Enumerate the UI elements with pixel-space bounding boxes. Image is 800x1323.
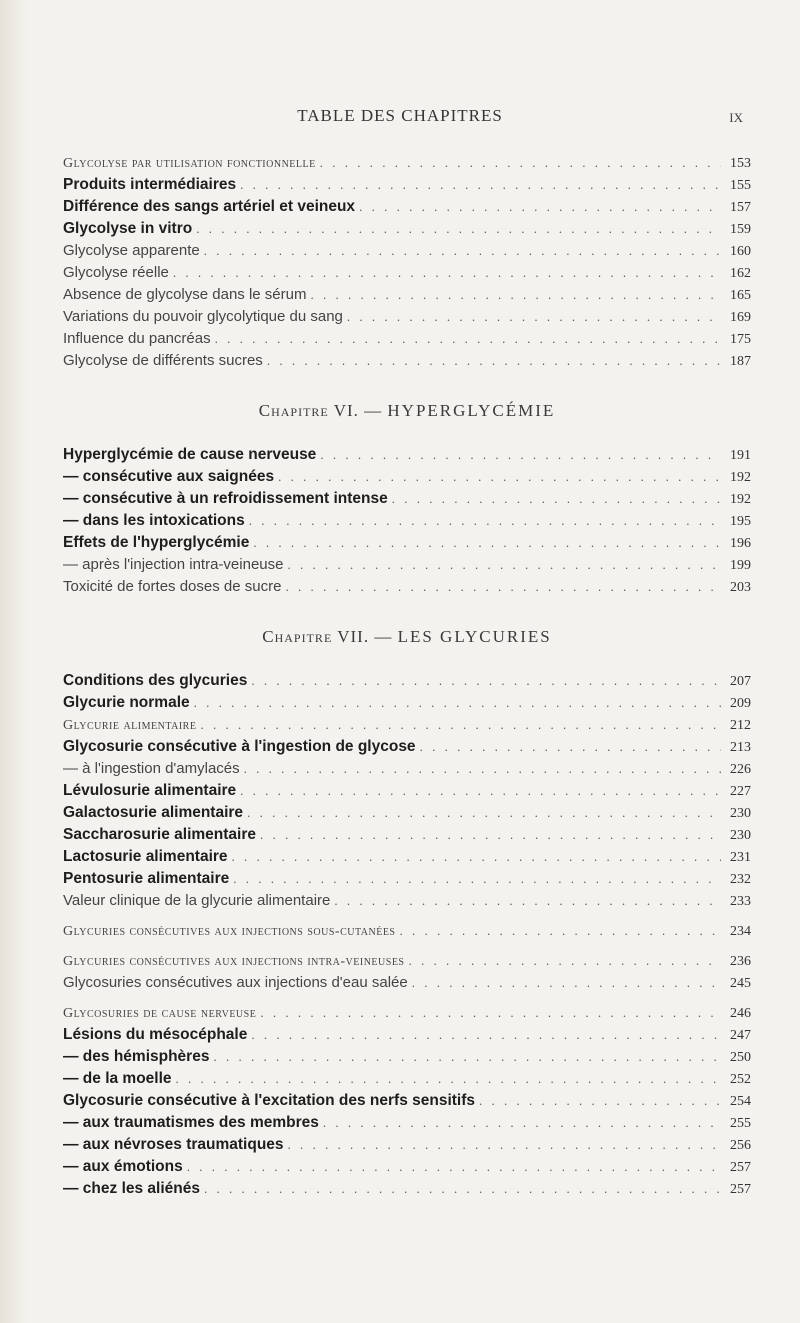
spacer [63, 994, 751, 1002]
leader-dots [278, 466, 721, 488]
toc-entry-label: Lésions du mésocéphale [63, 1026, 248, 1043]
leader-dots [249, 510, 721, 532]
toc-entry-page: 245 [730, 976, 751, 991]
leader-dots [253, 532, 721, 554]
toc-entry-page: 230 [730, 806, 751, 821]
toc-entry[interactable] [63, 758, 751, 780]
leader-dots [260, 1002, 721, 1024]
toc-entry-page: 165 [730, 288, 751, 303]
toc-entry[interactable] [63, 780, 751, 802]
chapter-heading-7 [63, 620, 751, 654]
toc-entry-page: 203 [730, 580, 751, 595]
leader-dots [215, 328, 721, 350]
toc-entry-page: 236 [730, 954, 751, 969]
toc-entry-page: 192 [730, 470, 751, 485]
toc-entry-page: 252 [730, 1072, 751, 1087]
toc-entry[interactable] [63, 868, 751, 890]
toc-entry-page: 160 [730, 244, 751, 259]
toc-entry-page: 213 [730, 740, 751, 755]
toc-entry[interactable] [63, 218, 751, 240]
toc-entry[interactable] [63, 488, 751, 510]
toc-entry-page: 175 [730, 332, 751, 347]
toc-entry-page: 257 [730, 1182, 751, 1197]
toc-entry-page: 250 [730, 1050, 751, 1065]
toc-entry-page: 247 [730, 1028, 751, 1043]
spacer [63, 912, 751, 920]
toc-entry-label: Glycurie alimentaire [63, 718, 197, 733]
leader-dots [479, 1090, 721, 1112]
toc-entry-page: 187 [730, 354, 751, 369]
toc-entry[interactable] [63, 972, 751, 994]
toc-entry-label: Glycuries consécutives aux injections sous-cutanées [63, 924, 396, 939]
page-number: IX [729, 110, 743, 125]
toc-entry[interactable] [63, 692, 751, 714]
toc-entry[interactable] [63, 824, 751, 846]
toc-entry-label: Glycolyse apparente [63, 242, 200, 259]
toc-entry-page: 254 [730, 1094, 751, 1109]
chapter-title: LES GLYCURIES [397, 627, 552, 646]
toc-entry-label: Glycolyse réelle [63, 264, 169, 281]
toc-entry[interactable] [63, 350, 751, 372]
toc-entry-page: 192 [730, 492, 751, 507]
chapter-prefix: Chapitre VII. — [262, 627, 393, 646]
chapter-title: HYPERGLYCÉMIE [387, 401, 556, 420]
toc-entry-page: 255 [730, 1116, 751, 1131]
toc-entry-page: 227 [730, 784, 751, 799]
running-title: TABLE DES CHAPITRES [297, 106, 503, 125]
toc-entry-label: Influence du pancréas [63, 330, 211, 347]
toc-entry[interactable] [63, 306, 751, 328]
toc-entry[interactable] [63, 1134, 751, 1156]
leader-dots [233, 868, 721, 890]
toc-entry-page: 162 [730, 266, 751, 281]
toc-entry[interactable] [63, 532, 751, 554]
toc-entry-label: — après l'injection intra-veineuse [63, 556, 284, 573]
leader-dots [310, 284, 721, 306]
leader-dots [204, 240, 721, 262]
leader-dots [412, 972, 721, 994]
toc-entry-label: — dans les intoxications [63, 512, 245, 529]
toc-entry-label: — aux émotions [63, 1158, 183, 1175]
toc-entry-page: 191 [730, 448, 751, 463]
toc-entry[interactable] [63, 1090, 751, 1112]
toc-entry-page: 169 [730, 310, 751, 325]
toc-entry-label: — consécutive aux saignées [63, 468, 275, 485]
toc-entry-label: Conditions des glycuries [63, 672, 248, 689]
toc-entry[interactable] [63, 262, 751, 284]
leader-dots [251, 1024, 721, 1046]
toc-entry[interactable] [63, 196, 751, 218]
leader-dots [232, 846, 721, 868]
toc-entry-page: 157 [730, 200, 751, 215]
leader-dots [173, 262, 721, 284]
toc-entry-label: — des hémisphères [63, 1048, 210, 1065]
toc-entry[interactable] [63, 802, 751, 824]
toc-entry[interactable] [63, 576, 751, 598]
toc-entry-page: 212 [730, 718, 751, 733]
toc-entry-page: 153 [730, 156, 751, 171]
toc-entry[interactable] [63, 714, 751, 736]
toc-entry-label: Différence des sangs artériel et veineux [63, 198, 356, 215]
toc-entry-label: Glycuries consécutives aux injections intra-veineuses [63, 954, 405, 969]
toc-entry[interactable] [63, 240, 751, 262]
toc-entry[interactable] [63, 1068, 751, 1090]
leader-dots [194, 692, 721, 714]
toc-entry[interactable] [63, 846, 751, 868]
toc-entry[interactable] [63, 444, 751, 466]
toc-entry[interactable] [63, 466, 751, 488]
leader-dots [320, 152, 721, 174]
chapter-heading-6 [63, 394, 751, 428]
toc-entry[interactable] [63, 1156, 751, 1178]
toc-entry[interactable] [63, 554, 751, 576]
toc-entry-label: Hyperglycémie de cause nerveuse [63, 446, 317, 463]
toc-entry-label: Glycolyse in vitro [63, 220, 193, 237]
toc-entry[interactable] [63, 1112, 751, 1134]
toc-entry-page: 226 [730, 762, 751, 777]
leader-dots [392, 488, 721, 510]
leader-dots [288, 1134, 721, 1156]
toc-entry-page: 256 [730, 1138, 751, 1153]
leader-dots [247, 802, 721, 824]
toc-entry-page: 199 [730, 558, 751, 573]
page-header [0, 106, 800, 136]
table-of-contents [63, 152, 751, 1200]
leader-dots [196, 218, 721, 240]
leader-dots [204, 1178, 721, 1200]
leader-dots [240, 174, 721, 196]
leader-dots [187, 1156, 721, 1178]
chapter-prefix: Chapitre VI. — [258, 401, 383, 420]
toc-entry-label: — aux traumatismes des membres [63, 1114, 319, 1131]
toc-entry-label: Glycosuries consécutives aux injections d'eau salée [63, 974, 408, 991]
leader-dots [285, 576, 721, 598]
toc-entry[interactable] [63, 1046, 751, 1068]
toc-entry-label: — aux névroses traumatiques [63, 1136, 284, 1153]
leader-dots [251, 670, 721, 692]
toc-entry-page: 155 [730, 178, 751, 193]
spacer [63, 942, 751, 950]
toc-entry-page: 209 [730, 696, 751, 711]
toc-entry[interactable] [63, 1178, 751, 1200]
page-binding-edge [0, 0, 28, 1323]
leader-dots [260, 824, 721, 846]
leader-dots [320, 444, 721, 466]
toc-entry-page: 257 [730, 1160, 751, 1175]
toc-entry[interactable] [63, 328, 751, 350]
toc-entry-label: Valeur clinique de la glycurie alimentaire [63, 892, 331, 909]
leader-dots [213, 1046, 721, 1068]
toc-entry-label: Toxicité de fortes doses de sucre [63, 578, 282, 595]
leader-dots [347, 306, 721, 328]
toc-entry-label: Glycosurie consécutive à l'excitation des nerfs sensitifs [63, 1092, 476, 1109]
leader-dots [200, 714, 721, 736]
toc-entry-page: 233 [730, 894, 751, 909]
toc-entry-label: Glycolyse de différents sucres [63, 352, 263, 369]
toc-entry-label: Saccharosurie alimentaire [63, 826, 256, 843]
toc-entry-page: 246 [730, 1006, 751, 1021]
toc-entry-page: 231 [730, 850, 751, 865]
toc-entry-label: — chez les aliénés [63, 1180, 200, 1197]
leader-dots [323, 1112, 721, 1134]
leader-dots [420, 736, 721, 758]
toc-entry-label: Produits intermédiaires [63, 176, 237, 193]
leader-dots [400, 920, 722, 942]
toc-entry[interactable] [63, 1024, 751, 1046]
toc-entry[interactable] [63, 510, 751, 532]
toc-entry-page: 207 [730, 674, 751, 689]
toc-entry-label: Effets de l'hyperglycémie [63, 534, 250, 551]
toc-entry-label: Galactosurie alimentaire [63, 804, 244, 821]
toc-entry-label: Glycosurie consécutive à l'ingestion de glycose [63, 738, 416, 755]
toc-entry-label: Lévulosurie alimentaire [63, 782, 237, 799]
leader-dots [409, 950, 722, 972]
toc-entry-label: — de la moelle [63, 1070, 172, 1087]
leader-dots [334, 890, 721, 912]
toc-entry-label: Variations du pouvoir glycolytique du sang [63, 308, 343, 325]
toc-entry[interactable] [63, 950, 751, 972]
toc-entry[interactable] [63, 174, 751, 196]
toc-entry[interactable] [63, 284, 751, 306]
toc-entry[interactable] [63, 670, 751, 692]
toc-entry-page: 234 [730, 924, 751, 939]
leader-dots [267, 350, 721, 372]
toc-entry-label: Absence de glycolyse dans le sérum [63, 286, 307, 303]
leader-dots [240, 780, 721, 802]
toc-entry-page: 196 [730, 536, 751, 551]
toc-entry[interactable] [63, 152, 751, 174]
toc-entry-label: — à l'ingestion d'amylacés [63, 760, 240, 777]
leader-dots [359, 196, 721, 218]
toc-entry-label: Pentosurie alimentaire [63, 870, 230, 887]
toc-entry-label: — consécutive à un refroidissement intense [63, 490, 388, 507]
leader-dots [287, 554, 721, 576]
leader-dots [176, 1068, 721, 1090]
toc-entry-page: 195 [730, 514, 751, 529]
toc-entry-page: 232 [730, 872, 751, 887]
toc-entry-page: 159 [730, 222, 751, 237]
toc-entry-label: Lactosurie alimentaire [63, 848, 228, 865]
toc-entry[interactable] [63, 920, 751, 942]
toc-entry-label: Glycolyse par utilisation fonctionnelle [63, 156, 316, 171]
toc-entry-page: 230 [730, 828, 751, 843]
toc-entry[interactable] [63, 1002, 751, 1024]
toc-entry-label: Glycurie normale [63, 694, 190, 711]
toc-entry-label: Glycosuries de cause nerveuse [63, 1006, 257, 1021]
toc-entry[interactable] [63, 736, 751, 758]
leader-dots [244, 758, 721, 780]
toc-entry[interactable] [63, 890, 751, 912]
